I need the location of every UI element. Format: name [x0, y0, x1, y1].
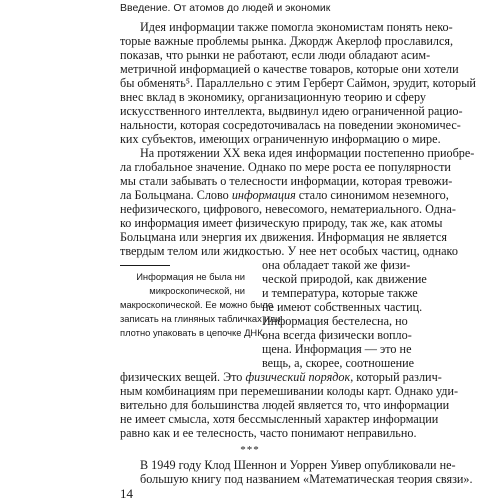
pull-quote-line: плотно упаковать в цепочке ДНК. [120, 327, 266, 338]
body-line: торые важные проблемы рынка. Джордж Акерлоф прославился, [120, 34, 454, 48]
body-line: она обладает такой же физи- [262, 258, 411, 272]
body-line: вещь, а, скорее, соотношение [262, 356, 415, 370]
body-line: метричной информацией о качестве товаров, которые они хотели [120, 62, 459, 76]
body-line: не имеют собственных частиц. [262, 300, 423, 314]
body-line: ла глобальное значение. Однако по мере роста ее популярности [120, 160, 451, 174]
page-number: 14 [120, 486, 133, 501]
body-line: физических вещей. Это физический порядок, который различ- [120, 370, 442, 384]
body-line: ко информация имеет физическую природу, так же, как атомы [120, 216, 443, 230]
body-line: На протяжении XX века идея информации постепенно приобре- [140, 146, 475, 160]
body-line: искусственного интеллекта, выдвинул идею ограниченной рацио- [120, 104, 463, 118]
body-line: ких субъектов, имеющих ограниченную информацию о мире. [120, 132, 441, 146]
body-line: В 1949 году Клод Шеннон и Уоррен Уивер опубликовали не- [140, 458, 456, 472]
running-header: Введение. От атомов до людей и экономик [120, 2, 331, 14]
body-line: показав, что рынки не работают, если люди обладают асим- [120, 48, 431, 62]
body-line: ческой природой, как движение [262, 272, 427, 286]
pull-quote-line: микроскопической, ни [149, 285, 245, 296]
pull-quote-line: записать на глиняных табличках или [120, 313, 281, 324]
pull-quote-line: макроскопической. Ее можно было [120, 299, 274, 310]
body-line: бы обменять⁵. Параллельно с этим Герберт Саймон, эрудит, который [120, 76, 476, 90]
body-line: внес вклад в экономику, организационную теорию и сферу [120, 90, 426, 104]
body-line: нальности, которая сосредоточивалась на поведении экономичес- [120, 118, 461, 132]
body-line: Информация бестелесна, но [262, 314, 408, 328]
body-line: нефизического, цифрового, невесомого, нематериального. Одна- [120, 202, 456, 216]
body-line: она всегда физически вопло- [262, 328, 412, 342]
pull-quote-line: Информация не была ни [136, 271, 245, 282]
body-line: щена. Информация — это не [262, 342, 412, 356]
section-separator: *** [240, 444, 260, 456]
body-line: Больцмана или энергия их движения. Информация не является [120, 230, 447, 244]
body-line: равно как и ее телесность, часто понимают неправильно. [120, 426, 417, 440]
body-line: ным комбинациям при перемешивании колоды карт. Однако уди- [120, 384, 459, 398]
pull-quote-rule [120, 265, 170, 266]
body-line: большую книгу под названием «Математическая теория связи». [140, 472, 473, 486]
body-line: и температура, которые также [262, 286, 418, 300]
body-line: Идея информации также помогла экономистам понять неко- [140, 20, 453, 34]
body-line: твердым телом или жидкостью. У нее нет особых частиц, однако [120, 244, 458, 258]
body-line: ла Больцмана. Слово информация стало синонимом неземного, [120, 188, 449, 202]
body-line: не имеет смысла, хотя бессмысленный характер информации [120, 412, 439, 426]
body-line: вительно для большинства людей является то, что информации [120, 398, 450, 412]
body-line: мы стали забывать о телесности информации, которая тревожи- [120, 174, 453, 188]
